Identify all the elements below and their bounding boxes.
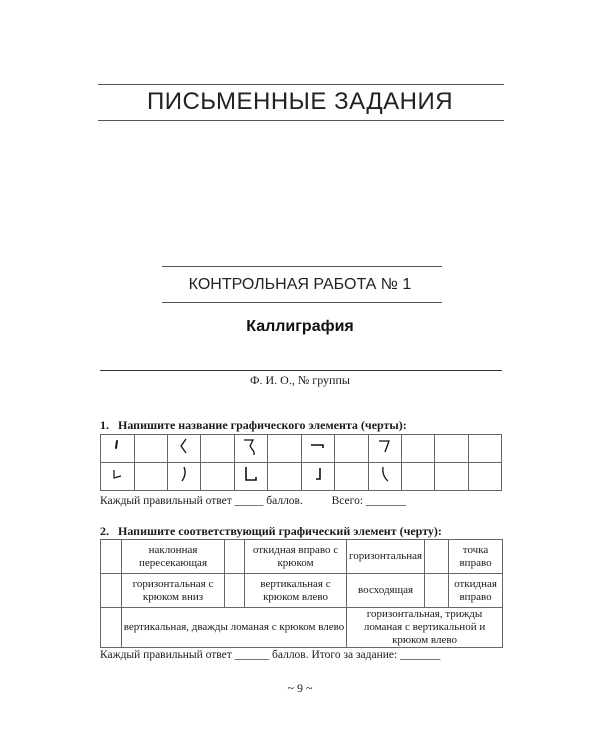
task2-text: Напишите соответствующий графический элемент (черту):: [118, 524, 442, 538]
answer-cell[interactable]: [425, 540, 449, 574]
task2-cell: вертикальная с крюком влево: [245, 574, 347, 608]
vertical-left-curve-stroke-icon: [368, 463, 402, 491]
horizontal-small-hook-stroke-icon: [301, 435, 335, 463]
task2-cell: наклонная пересекающая: [122, 540, 225, 574]
horizontal-bend-hook-stroke-icon: [368, 435, 402, 463]
angle-left-stroke-icon: [167, 435, 201, 463]
task1-text: Напишите название графического элемента (черты):: [118, 418, 407, 432]
task2-cell: откидная вправо с крюком: [245, 540, 347, 574]
answer-cell[interactable]: [201, 435, 234, 463]
answer-cell[interactable]: [468, 435, 501, 463]
answer-cell[interactable]: [402, 463, 435, 491]
answer-cell[interactable]: [225, 540, 245, 574]
name-field[interactable]: [100, 370, 502, 371]
vertical-hook-left-small-stroke-icon: [301, 463, 335, 491]
page-number: ~ 9 ~: [287, 681, 313, 695]
answer-cell[interactable]: [134, 435, 167, 463]
rising-angle-stroke-icon: [101, 463, 135, 491]
vertical-hook-right-stroke-icon: [234, 463, 268, 491]
answer-cell[interactable]: [335, 435, 368, 463]
task1-title: [100, 418, 407, 433]
task2-note: Каждый правильный ответ ______ баллов. Итого за задание: _______: [100, 649, 441, 661]
answer-cell[interactable]: [425, 574, 449, 608]
task2-number: 2.: [100, 524, 109, 538]
task1-note: Каждый правильный ответ _____ баллов. Всего: _______: [100, 495, 407, 507]
test-topic: Каллиграфия: [246, 318, 354, 335]
task2-cell: восходящая: [347, 574, 425, 608]
task2-cell: откидная вправо: [449, 574, 503, 608]
answer-cell[interactable]: [225, 574, 245, 608]
answer-cell[interactable]: [101, 540, 122, 574]
answer-cell[interactable]: [201, 463, 234, 491]
task2-cell: горизонтальная, трижды ломаная с вертикальной и крюком влево: [347, 608, 503, 648]
answer-cell[interactable]: [101, 608, 122, 648]
answer-cell[interactable]: [268, 463, 301, 491]
task2-cell: горизонтальная: [347, 540, 425, 574]
task2-cell: вертикальная, дважды ломаная с крюком влево: [122, 608, 347, 648]
task2-table: [100, 539, 503, 648]
test-title-rule-bottom: [162, 302, 442, 303]
answer-cell[interactable]: [468, 463, 501, 491]
title-rule-bottom: [98, 120, 504, 121]
name-caption: Ф. И. О., № группы: [250, 373, 350, 387]
answer-cell[interactable]: [134, 463, 167, 491]
task2-cell: точка вправо: [449, 540, 503, 574]
answer-cell[interactable]: [435, 435, 468, 463]
answer-cell[interactable]: [435, 463, 468, 491]
answer-cell[interactable]: [402, 435, 435, 463]
test-title: КОНТРОЛЬНАЯ РАБОТА № 1: [188, 276, 412, 293]
tilted-dot-stroke-icon: [101, 435, 135, 463]
answer-cell[interactable]: [101, 574, 122, 608]
horizontal-hook-down-stroke-icon: [234, 435, 268, 463]
title-rule-top: [98, 84, 504, 85]
test-title-rule-top: [162, 266, 442, 267]
vertical-hook-left-stroke-icon: [167, 463, 201, 491]
answer-cell[interactable]: [268, 435, 301, 463]
task2-cell: горизонтальная с крюком вниз: [122, 574, 225, 608]
task1-grid: [100, 434, 502, 491]
page-title: ПИСЬМЕННЫЕ ЗАДАНИЯ: [146, 88, 454, 115]
answer-cell[interactable]: [335, 463, 368, 491]
task2-title: [100, 524, 442, 539]
task1-number: 1.: [100, 418, 109, 432]
